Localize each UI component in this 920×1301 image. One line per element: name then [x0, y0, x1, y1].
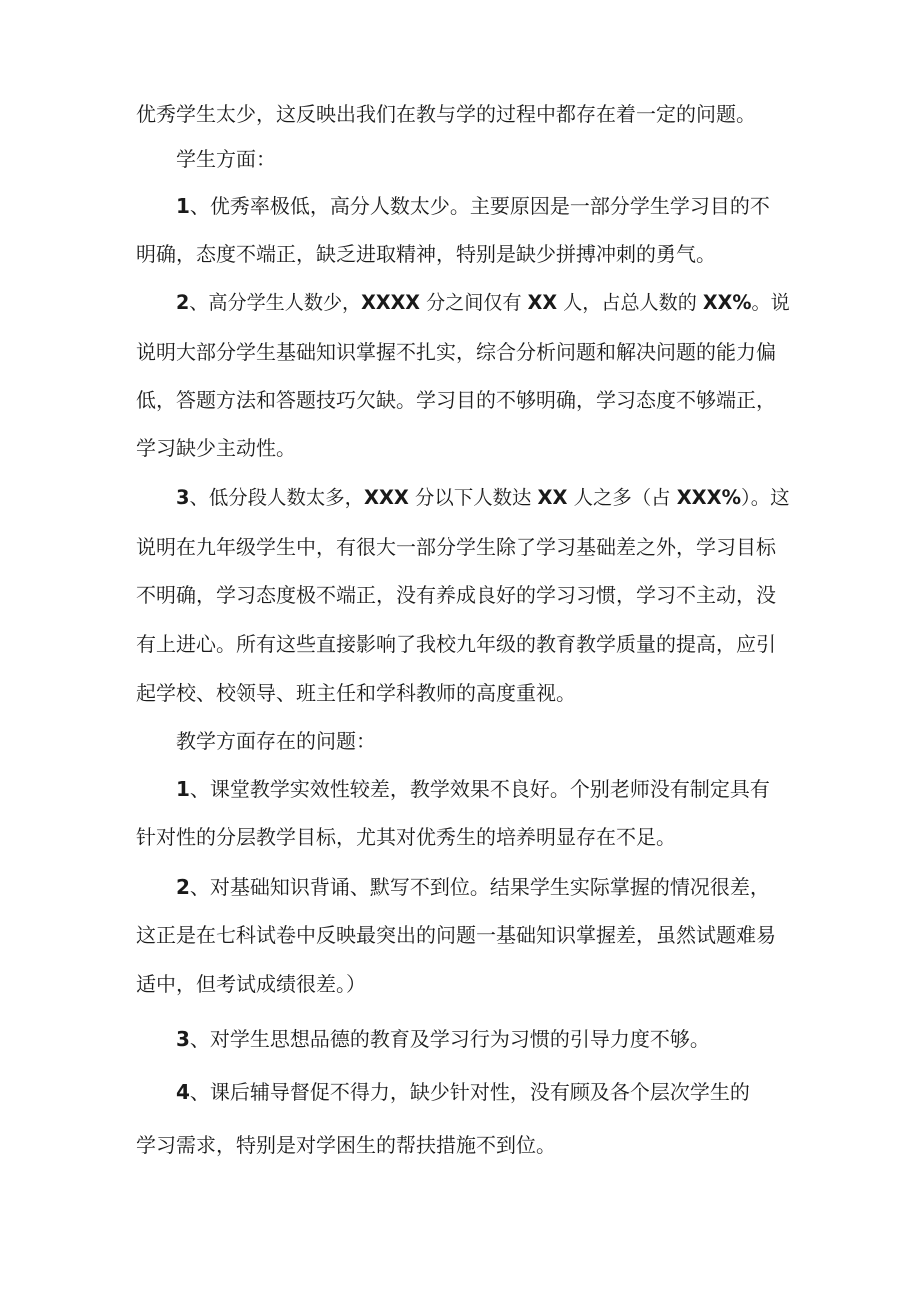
list-item-2-line-2: 说明大部分学生基础知识掌握不扎实，综合分析问题和解决问题的能力偏: [136, 340, 776, 364]
teaching-item-1-line-1: 1、课堂教学实效性较差，教学效果不良好。个别老师没有制定具有: [176, 777, 770, 801]
teaching-item-4-line-1: 4、课后辅导督促不得力，缺少针对性，没有顾及各个层次学生的: [176, 1080, 750, 1104]
list-item-1-line-1: 1、优秀率极低，高分人数太少。主要原因是一部分学生学习目的不: [176, 194, 770, 218]
list-number: 4: [176, 1080, 190, 1104]
paragraph-line: 优秀学生太少，这反映出我们在教与学的过程中都存在着一定的问题。: [136, 102, 756, 126]
placeholder-value: XX: [527, 291, 558, 314]
list-item-3-line-1: 3、低分段人数太多，XXX 分以下人数达 XX 人之多（占 XXX%）。这: [176, 486, 790, 509]
section-heading-teaching: 教学方面存在的问题：: [176, 729, 376, 753]
list-number: 2: [176, 291, 190, 314]
list-number: 3: [176, 1027, 190, 1051]
list-number: 2: [176, 875, 190, 899]
list-item-3-line-4: 有上进心。所有这些直接影响了我校九年级的教育教学质量的提高，应引: [136, 632, 776, 656]
list-item-3-line-5: 起学校、校领导、班主任和学科教师的高度重视。: [136, 681, 576, 705]
teaching-item-4-line-2: 学习需求，特别是对学困生的帮扶措施不到位。: [136, 1133, 556, 1157]
placeholder-value: XXX: [364, 486, 409, 509]
placeholder-value: XX: [537, 486, 568, 509]
list-number: 1: [176, 777, 190, 801]
list-item-3-line-2: 说明在九年级学生中，有很大一部分学生除了学习基础差之外，学习目标: [136, 535, 776, 559]
list-number: 3: [176, 486, 190, 509]
list-item-2-line-1: 2、高分学生人数少，XXXX 分之间仅有 XX 人，占总人数的 XX%。说: [176, 291, 790, 314]
list-number: 1: [176, 194, 190, 218]
list-item-2-line-4: 学习缺少主动性。: [136, 436, 296, 460]
placeholder-value: XXX%: [676, 486, 742, 509]
placeholder-value: XXXX: [361, 291, 421, 314]
list-item-3-line-3: 不明确，学习态度极不端正，没有养成良好的学习习惯，学习不主动，没: [136, 583, 776, 607]
section-heading-students: 学生方面：: [176, 147, 276, 171]
list-item-1-line-2: 明确，态度不端正，缺乏进取精神，特别是缺少拼搏冲刺的勇气。: [136, 242, 716, 266]
teaching-item-2-line-1: 2、对基础知识背诵、默写不到位。结果学生实际掌握的情况很差，: [176, 875, 770, 899]
list-item-2-line-3: 低，答题方法和答题技巧欠缺。学习目的不够明确，学习态度不够端正，: [136, 388, 776, 412]
teaching-item-2-line-2: 这正是在七科试卷中反映最突出的问题一基础知识掌握差，虽然试题难易: [136, 923, 776, 947]
teaching-item-2-line-3: 适中，但考试成绩很差。）: [136, 972, 366, 996]
teaching-item-3-line-1: 3、对学生思想品德的教育及学习行为习惯的引导力度不够。: [176, 1027, 710, 1051]
teaching-item-1-line-2: 针对性的分层教学目标，尤其对优秀生的培养明显存在不足。: [136, 825, 676, 849]
placeholder-value: XX%: [702, 291, 752, 314]
